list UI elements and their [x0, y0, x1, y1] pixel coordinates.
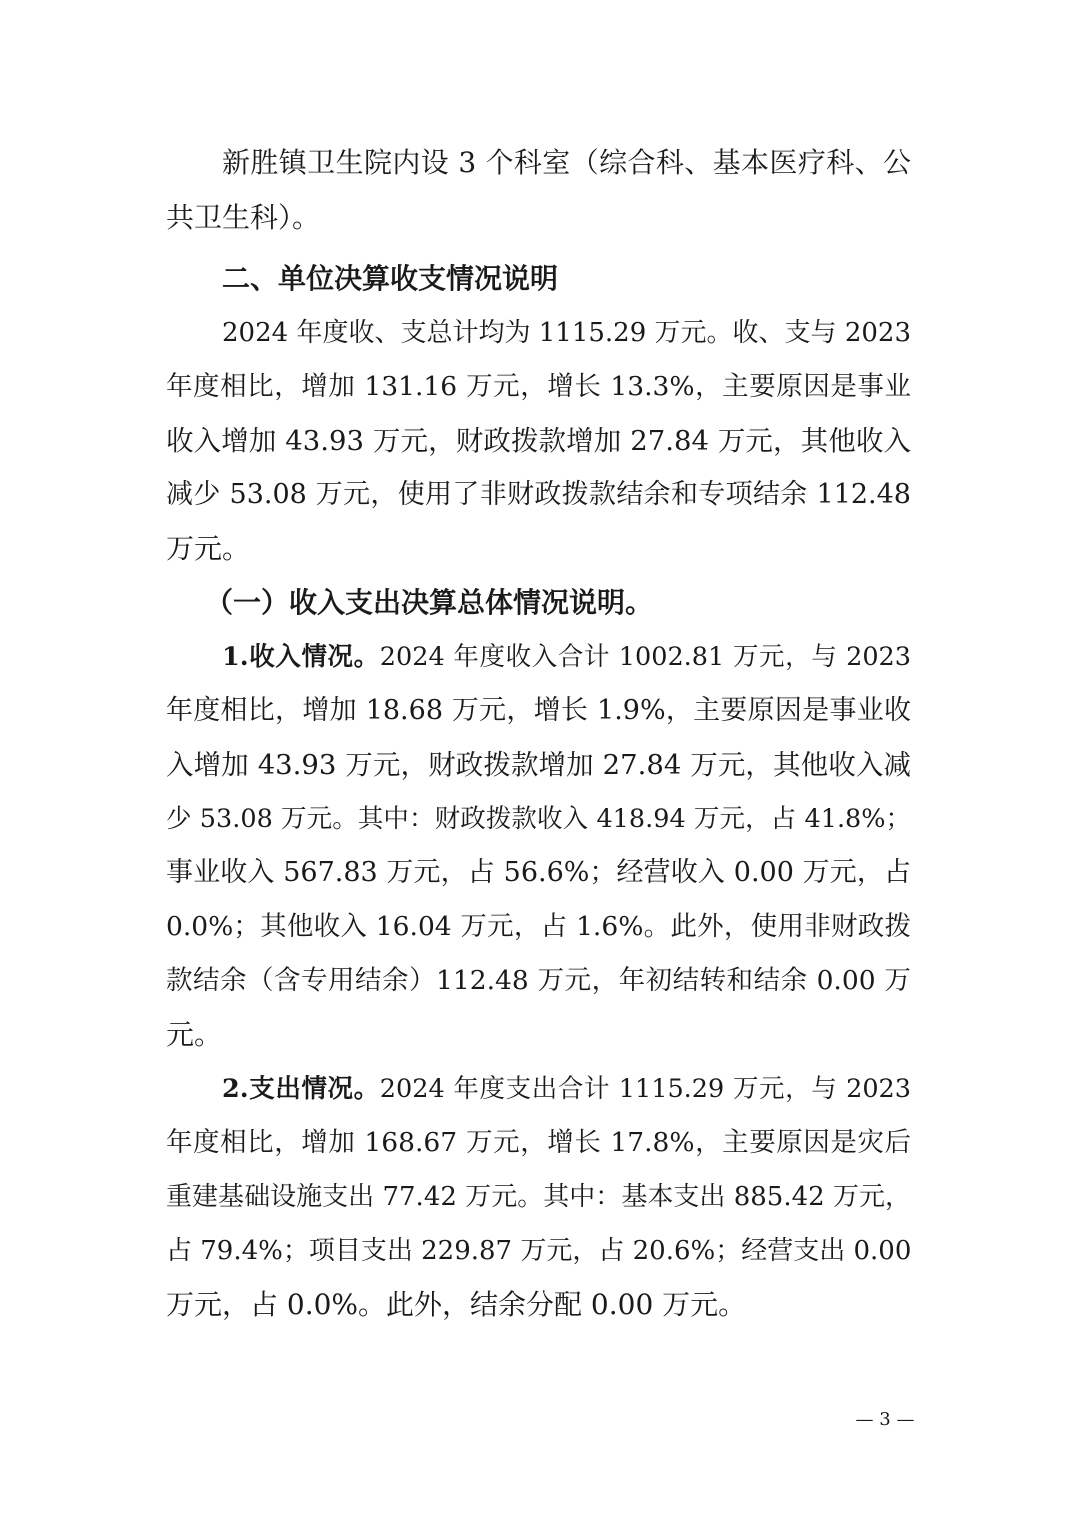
section-2-line-2: 年度相比，增加 131.16 万元，增长 13.3%，主要原因是事业 — [166, 371, 911, 402]
expense-line-4: 占 79.4%；项目支出 229.87 万元，占 20.6%；经营支出 0.00 — [166, 1236, 911, 1266]
expense-line-1-text: 2024 年度支出合计 1115.29 万元，与 2023 — [379, 1074, 911, 1104]
income-line-5: 事业收入 567.83 万元，占 56.6%；经营收入 0.00 万元，占 — [166, 857, 911, 888]
income-line-2: 年度相比，增加 18.68 万元，增长 1.9%，主要原因是事业收 — [166, 695, 911, 726]
expense-line-5: 万元，占 0.0%。此外，结余分配 0.00 万元。 — [166, 1288, 747, 1321]
income-line-1-text: 2024 年度收入合计 1002.81 万元，与 2023 — [379, 642, 911, 672]
income-line-8: 元。 — [166, 1018, 223, 1051]
income-line-6: 0.0%；其他收入 16.04 万元，占 1.6%。此外，使用非财政拨 — [166, 911, 911, 942]
expense-line-2: 年度相比，增加 168.67 万元，增长 17.8%，主要原因是灾后 — [166, 1127, 911, 1158]
section-2-line-5: 万元。 — [166, 532, 251, 565]
subsection-1-heading: （一）收入支出决算总体情况说明。 — [205, 586, 654, 619]
section-2-line-3: 收入增加 43.93 万元，财政拨款增加 27.84 万元，其他收入 — [166, 425, 911, 457]
expense-lead: 2.支出情况。 — [222, 1074, 380, 1104]
expense-line-3: 重建基础设施支出 77.42 万元。其中：基本支出 885.42 万元， — [166, 1182, 911, 1212]
section-2-line-4: 减少 53.08 万元，使用了非财政拨款结余和专项结余 112.48 — [166, 479, 911, 510]
income-lead: 1.收入情况。 — [222, 642, 380, 672]
income-line-4: 少 53.08 万元。其中：财政拨款收入 418.94 万元，占 41.8%； — [166, 804, 911, 834]
income-line-1 — [222, 637, 911, 677]
section-2-heading: 二、单位决算收支情况说明 — [222, 262, 559, 295]
intro-line-2: 共卫生科）。 — [166, 201, 321, 234]
expense-line-1 — [222, 1069, 911, 1109]
income-line-7: 款结余（含专用结余）112.48 万元，年初结转和结余 0.00 万 — [166, 965, 911, 996]
page-number: — 3 — — [855, 1409, 915, 1430]
intro-line-1: 新胜镇卫生院内设 3 个科室（综合科、基本医疗科、公 — [222, 146, 911, 179]
section-2-line-1: 2024 年度收、支总计均为 1115.29 万元。收、支与 2023 — [222, 318, 911, 348]
income-line-3: 入增加 43.93 万元，财政拨款增加 27.84 万元，其他收入减 — [166, 749, 911, 781]
